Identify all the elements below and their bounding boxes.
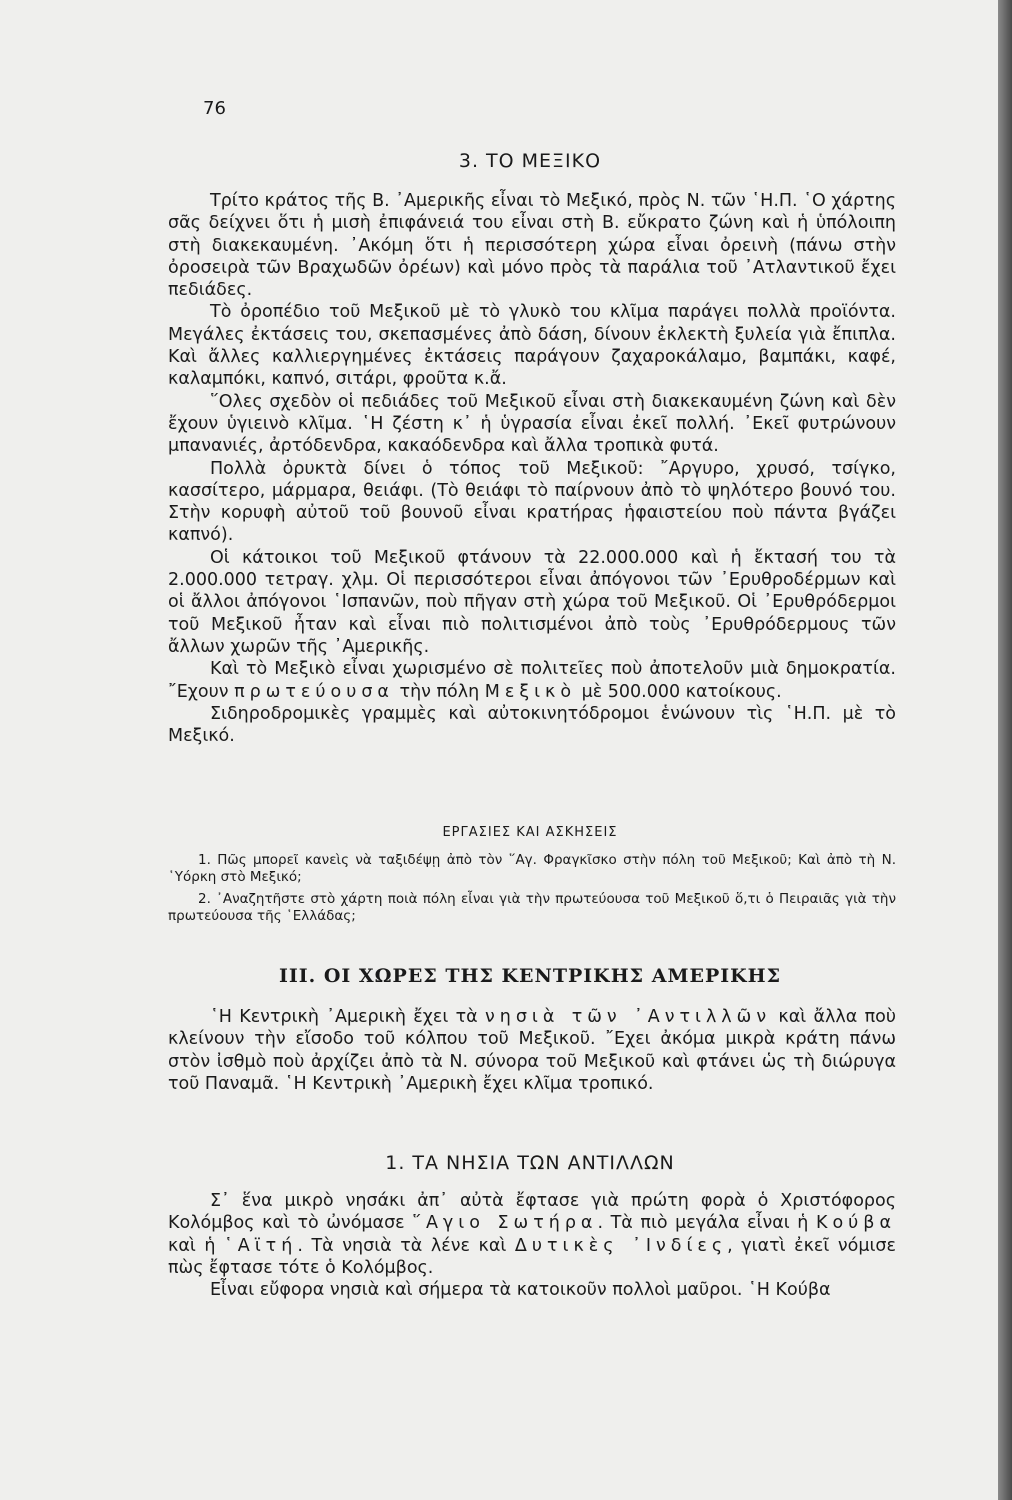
emphasis-word: ῾Αϊτή — [224, 1235, 298, 1256]
central-america-paragraph: ῾Η Κεντρικὴ ᾿Αμερικὴ ἔχει τὰ νησιὰ τῶν ᾿Αντιλλῶν καὶ ἄλλα ποὺ κλείνουν τὴν εἴσοδο τοῦ κόλπου τοῦ Μεξικοῦ. ῎Εχει ἀκόμα μικρὰ κράτη πάνω στὸν ἰσθμὸ ποὺ ἀρχίζει ἀπὸ τὰ Ν. σύνορα τοῦ Μεξικοῦ καὶ φτάνει ὡς τὴ διώρυγα τοῦ Παναμᾶ. ῾Η Κεντρικὴ ᾿Αμερικὴ ἔχει κλῖμα τροπικό. — [168, 1007, 896, 1094]
emphasis-word: νησιὰ τῶν ᾿Αντιλλῶν — [484, 1007, 772, 1027]
paragraph: Πολλὰ ὀρυκτὰ δίνει ὁ τόπος τοῦ Μεξικοῦ: ῎Αργυρο, χρυσό, τσίγκο, κασσίτερο, μάρμαρα, θειάφι. (Τὸ θειάφι τὸ παίρνουν ἀπὸ τὸ ψηλότερο βουνό του. Στὴν κορυφὴ αὐτοῦ τοῦ βουνοῦ εἶναι κρατήρας ἡφαιστείου ποὺ πάντα βγάζει καπνό). — [168, 458, 896, 546]
emphasis-word: Μεξικὸ — [484, 681, 577, 702]
paragraph: ῞Ολες σχεδὸν οἱ πεδιάδες τοῦ Μεξικοῦ εἶναι στὴ διακεκαυμένη ζώνη καὶ δὲν ἔχουν ὑγιεινὸ κλῖμα. ῾Η ζέστη κ᾿ ἡ ὑγρασία εἶναι ἐκεῖ πολλή. ᾿Εκεῖ φυτρώνουν μπανανιές, ἀρτόδενδρα, κακαόδενδρα καὶ ἄλλα τροπικὰ φυτά. — [168, 391, 896, 457]
exercise-item: 1. Πῶς μπορεῖ κανεὶς νὰ ταξιδέψῃ ἀπὸ τὸν ῞Αγ. Φραγκῖσκο στὴν πόλη τοῦ Μεξικοῦ; Καὶ ἀπὸ τὴ Ν. ῾Υόρκη στὸ Μεξικό; — [168, 852, 896, 885]
exercise-item: 2. ᾿Αναζητῆστε στὸ χάρτη ποιὰ πόλη εἶναι γιὰ τὴν πρωτεύουσα τοῦ Μεξικοῦ ὅ,τι ὁ Πειραιᾶς γιὰ τὴν πρωτεύουσα τῆς ῾Ελλάδας; — [168, 891, 896, 924]
page-number: 76 — [203, 98, 226, 119]
exercises-heading: ΕΡΓΑΣΙΕΣ ΚΑΙ ΑΣΚΗΣΕΙΣ — [442, 825, 618, 840]
emphasis-word: Δυτικὲς ᾿Ινδίες — [514, 1235, 728, 1256]
section-title: III. ΟΙ ΧΩΡΕΣ ΤΗΣ ΚΕΝΤΡΙΚΗΣ ΑΜΕΡΙΚΗΣ — [278, 965, 782, 987]
book-spine-shadow — [998, 0, 1012, 1500]
paragraph: Οἱ κάτοικοι τοῦ Μεξικοῦ φτάνουν τὰ 22.000.000 καὶ ἡ ἔκτασή του τὰ 2.000.000 τετραγ. χλμ. Οἱ περισσότεροι εἶναι ἀπόγονοι τῶν ᾿Ερυθροδέρμων καὶ οἱ ἄλλοι ἀπόγονοι ῾Ισπανῶν, ποὺ πῆγαν στὴ χώρα τοῦ Μεξικοῦ. Οἱ ᾿Ερυθρόδερμοι τοῦ Μεξικοῦ ἦταν καὶ εἶναι πιὸ πολιτισμένοι ἀπὸ τοὺς ᾿Ερυθρόδερμους τῶν ἄλλων χωρῶν τῆς ᾿Αμερικῆς. — [168, 547, 896, 657]
exercises-list — [168, 852, 896, 930]
mexico-section — [168, 190, 896, 747]
emphasis-word: ῞Αγιο Σωτήρα — [412, 1213, 598, 1234]
emphasis-word: Κούβα — [815, 1213, 896, 1234]
emphasis-word: πρωτεύουσα — [234, 681, 394, 702]
paragraph-capital: Καὶ τὸ Μεξικὸ εἶναι χωρισμένο σὲ πολιτεῖες ποὺ ἀποτελοῦν μιὰ δημοκρατία. ῎Εχουν πρωτεύουσα τὴν πόλη Μεξικὸ μὲ 500.000 κατοίκους. — [168, 659, 896, 702]
chapter-title: 3. ΤΟ ΜΕΞΙΚΟ — [458, 150, 602, 172]
paragraph: Τρίτο κράτος τῆς Β. ᾿Αμερικῆς εἶναι τὸ Μεξικό, πρὸς Ν. τῶν ῾Η.Π. ῾Ο χάρτης σᾶς δείχνει ὅτι ἡ μισὴ ἐπιφάνειά του εἶναι στὴ Β. εὔκρατο ζώνη καὶ ἡ ὑπόλοιπη στὴ διακεκαυμένη. ᾿Ακόμη ὅτι ἡ περισσότερη χώρα εἶναι ὀρεινὴ (πάνω στὴν ὀροσειρὰ τῶν Βραχωδῶν ὀρέων) καὶ μόνο πρὸς τὰ παράλια τοῦ ᾿Ατλαντικοῦ ἔχει πεδιάδες. — [168, 191, 896, 301]
paragraph: Τὸ ὀροπέδιο τοῦ Μεξικοῦ μὲ τὸ γλυκὸ του κλῖμα παράγει πολλὰ προϊόντα. Μεγάλες ἐκτάσεις του, σκεπασμένες ἀπὸ δάση, δίνουν ἐκλεκτὴ ξυλεία γιὰ ἔπιπλα. Καὶ ἄλλες καλλιεργημένες ἐκτάσεις παράγουν ζαχαροκάλαμο, βαμπάκι, καφέ, καλαμπόκι, καπνό, σιτάρι, φροῦτα κ.ἄ. — [168, 302, 896, 390]
antilles-section: Σ᾿ ἕνα μικρὸ νησάκι ἀπ᾿ αὐτὰ ἔφτασε γιὰ πρώτη φορὰ ὁ Χριστόφορος Κολόμβος καὶ τὸ ὠνόμασε ῞Αγιο Σωτήρα. Τὰ πιὸ μεγάλα εἶναι ἡ Κούβα καὶ ἡ ῾Αϊτή. Τὰ νησιὰ τὰ λένε καὶ Δυτικὲς ᾿Ινδίες, γιατὶ ἐκεῖ νόμισε πὼς ἔφτασε τότε ὁ Κολόμβος. Εἶναι εὔφορα νησιὰ καὶ σήμερα τὰ κατοικοῦν πολλοὶ μαῦροι. ῾Η Κούβα — [168, 1191, 896, 1301]
subchapter-title: 1. ΤΑ ΝΗΣΙΑ ΤΩΝ ΑΝΤΙΛΛΩΝ — [385, 1152, 675, 1174]
paragraph-railways: Σιδηροδρομικὲς γραμμὲς καὶ αὐτοκινητόδρομοι ἑνώνουν τὶς ῾Η.Π. μὲ τὸ Μεξικό. — [168, 703, 896, 747]
paragraph-last: Εἶναι εὔφορα νησιὰ καὶ σήμερα τὰ κατοικοῦν πολλοὶ μαῦροι. ῾Η Κούβα — [210, 1280, 831, 1301]
